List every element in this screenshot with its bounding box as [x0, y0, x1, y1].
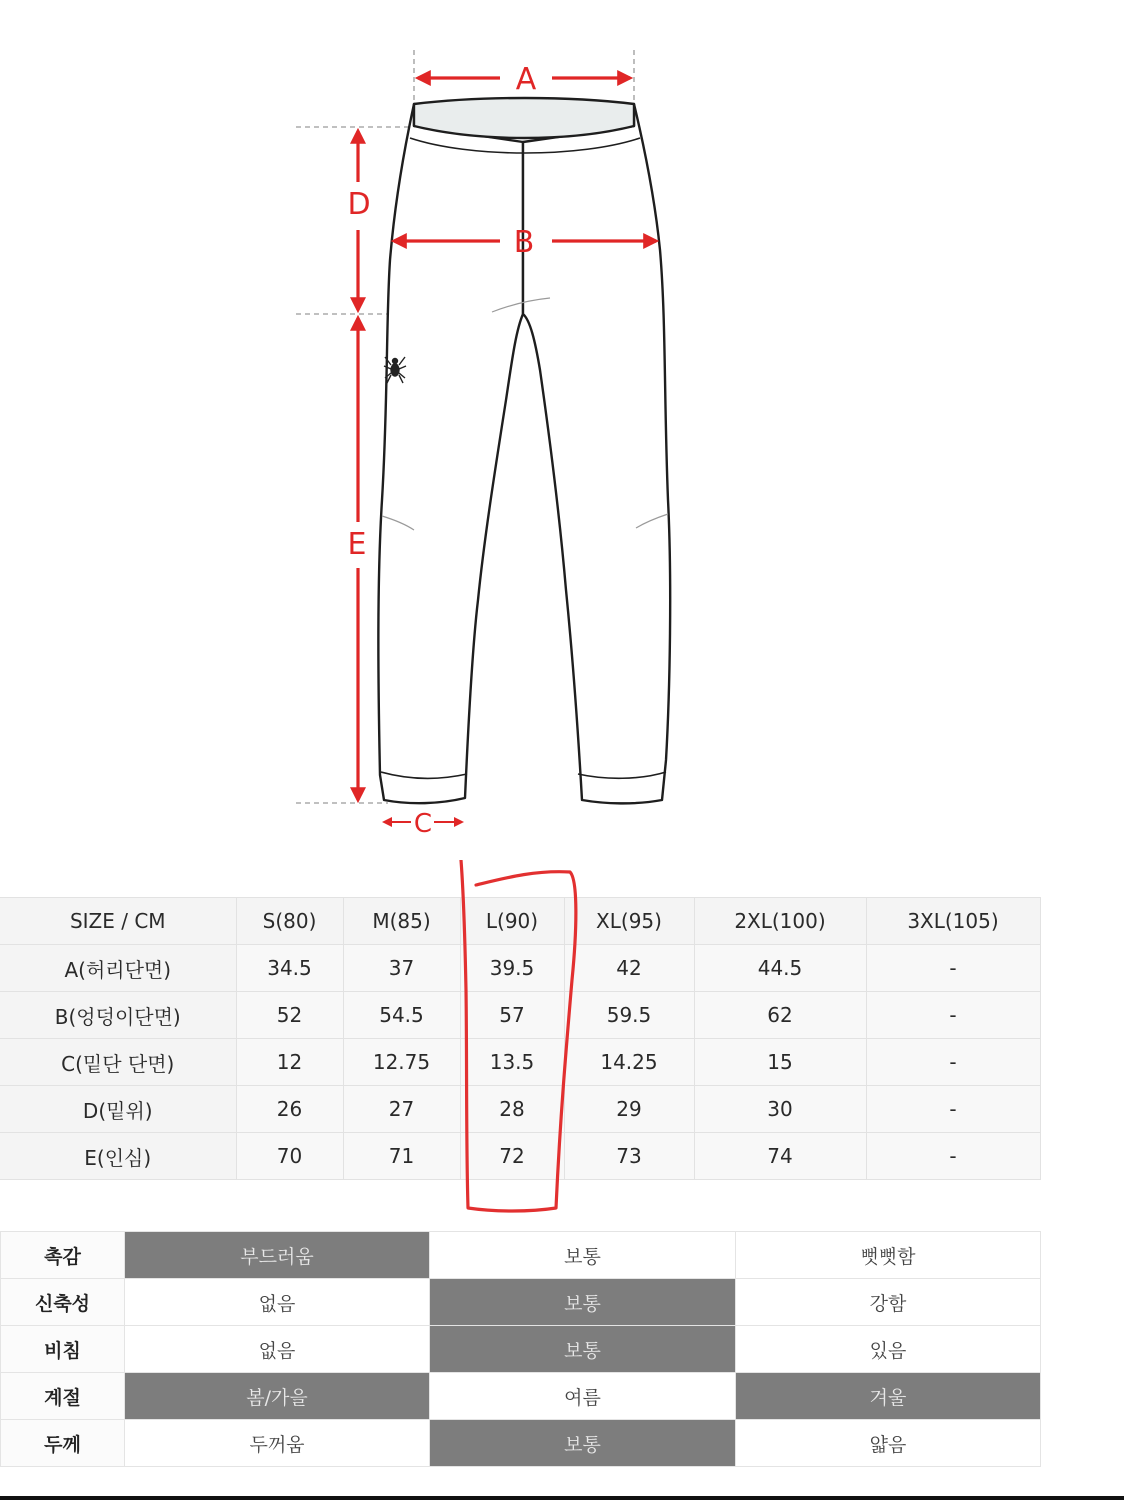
measurement-value: 44.5 [694, 945, 866, 992]
measurement-label: C(밑단 단면) [0, 1039, 236, 1086]
label-b: B [513, 225, 535, 260]
measurement-value: 70 [236, 1133, 343, 1180]
fabric-attribute-label: 계절 [1, 1373, 125, 1420]
measurement-value: 54.5 [343, 992, 460, 1039]
size-table-row [0, 992, 1040, 1039]
pants-illustration [378, 98, 670, 803]
size-column-header: 2XL(100) [694, 898, 866, 945]
size-column-header: M(85) [343, 898, 460, 945]
fabric-option: 강함 [736, 1279, 1041, 1326]
size-unit-header: SIZE / CM [0, 898, 236, 945]
size-table-header-row [0, 898, 1040, 945]
fabric-option: 여름 [430, 1373, 736, 1420]
measurement-value: 27 [343, 1086, 460, 1133]
fabric-feel-row [1, 1373, 1041, 1420]
fabric-feel-row [1, 1326, 1041, 1373]
fabric-option-selected: 부드러움 [125, 1232, 430, 1279]
fabric-attribute-label: 두께 [1, 1420, 125, 1467]
measurement-value: 52 [236, 992, 343, 1039]
size-column-header: XL(95) [564, 898, 694, 945]
measurement-value: 28 [460, 1086, 564, 1133]
label-c: C [413, 809, 433, 839]
fabric-option: 보통 [430, 1232, 736, 1279]
measurement-value: 34.5 [236, 945, 343, 992]
fabric-attribute-label: 촉감 [1, 1232, 125, 1279]
fabric-option: 뻣뻣함 [736, 1232, 1041, 1279]
fabric-feel-row [1, 1232, 1041, 1279]
measurement-value: 26 [236, 1086, 343, 1133]
measurement-value: 72 [460, 1133, 564, 1180]
measurement-value: - [866, 1086, 1040, 1133]
size-table [0, 897, 1041, 1180]
size-column-header: 3XL(105) [866, 898, 1040, 945]
measurement-value: - [866, 945, 1040, 992]
fabric-attribute-label: 비침 [1, 1326, 125, 1373]
size-table-row [0, 945, 1040, 992]
measurement-value: 15 [694, 1039, 866, 1086]
measurement-value: 30 [694, 1086, 866, 1133]
fabric-feel-table [0, 1231, 1041, 1467]
measurement-value: 62 [694, 992, 866, 1039]
bottom-edge-bar [0, 1496, 1124, 1500]
measurement-value: 29 [564, 1086, 694, 1133]
fabric-option-selected: 겨울 [736, 1373, 1041, 1420]
fabric-attribute-label: 신축성 [1, 1279, 125, 1326]
measurement-value: 59.5 [564, 992, 694, 1039]
fabric-option-selected: 봄/가을 [125, 1373, 430, 1420]
fabric-option: 얇음 [736, 1420, 1041, 1467]
fabric-feel-row [1, 1279, 1041, 1326]
fabric-option-selected: 보통 [430, 1279, 736, 1326]
measurement-value: 39.5 [460, 945, 564, 992]
label-d: D [347, 187, 371, 222]
measurement-label: D(밑위) [0, 1086, 236, 1133]
measurement-value: 14.25 [564, 1039, 694, 1086]
size-table-row [0, 1133, 1040, 1180]
size-column-header: L(90) [460, 898, 564, 945]
measurement-value: 12.75 [343, 1039, 460, 1086]
label-a: A [515, 62, 537, 97]
size-table-row [0, 1086, 1040, 1133]
fabric-option: 있음 [736, 1326, 1041, 1373]
fabric-feel-row [1, 1420, 1041, 1467]
measurement-label: E(인심) [0, 1133, 236, 1180]
measurement-value: 73 [564, 1133, 694, 1180]
measurement-value: 42 [564, 945, 694, 992]
measurement-value: 37 [343, 945, 460, 992]
measurement-value: - [866, 1039, 1040, 1086]
measurement-value: - [866, 992, 1040, 1039]
fabric-option: 없음 [125, 1326, 430, 1373]
measurement-value: 71 [343, 1133, 460, 1180]
measurement-value: 12 [236, 1039, 343, 1086]
fabric-option-selected: 보통 [430, 1326, 736, 1373]
fabric-option: 없음 [125, 1279, 430, 1326]
measurement-value: 57 [460, 992, 564, 1039]
measurement-label: A(허리단면) [0, 945, 236, 992]
label-e: E [347, 527, 367, 562]
size-table-row [0, 1039, 1040, 1086]
size-column-header: S(80) [236, 898, 343, 945]
fabric-option: 두꺼움 [125, 1420, 430, 1467]
measurement-value: - [866, 1133, 1040, 1180]
measurement-value: 13.5 [460, 1039, 564, 1086]
fabric-option-selected: 보통 [430, 1420, 736, 1467]
measurement-value: 74 [694, 1133, 866, 1180]
measurement-label: B(엉덩이단면) [0, 992, 236, 1039]
